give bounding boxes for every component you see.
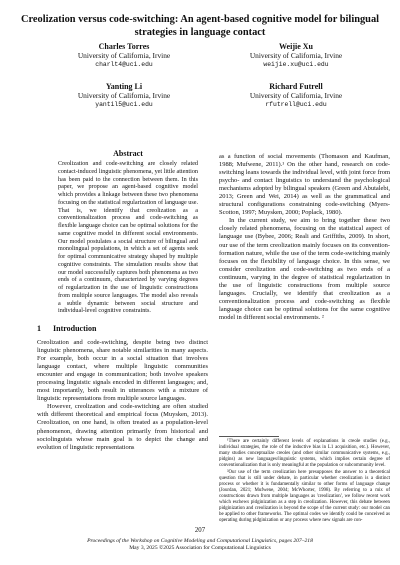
author-name: Charles Torres	[98, 42, 150, 51]
body-right-column	[219, 153, 390, 322]
author-affiliation: University of California, Irvine	[249, 51, 343, 61]
section-number: 1	[37, 324, 41, 333]
abstract-heading: Abstract	[113, 149, 143, 158]
paragraph: Creolization and code-switching, despite being two distinct linguistic phenomena, share notable similarities in many aspects. For example, both occur in a social situation that involves language contact, where multiple linguistic communities encounter and engage in communication; both involve speakers processing linguistic signals encoded in different languages; and, most importantly, both result in utterances with a mixture of linguistic representations from multiple source languages.	[37, 339, 208, 403]
body-left-column	[37, 339, 208, 452]
author-block	[64, 82, 184, 109]
footnote-divider	[219, 436, 279, 437]
author-block	[236, 42, 356, 69]
author-affiliation: University of California, Irvine	[77, 91, 171, 101]
paper-title: Creolization versus code-switching: An agent-based cognitive model for bilingual strategies in language contact	[20, 14, 380, 38]
author-email: yantil5@uci.edu	[95, 101, 153, 109]
author-affiliation: University of California, Irvine	[249, 91, 343, 101]
paragraph: as a function of social movements (Thomason and Kaufman, 1988; Mufwene, 2011).¹ On the other hand, research on code-switching leans towards the individual level, with joint force from psycho- and contact linguistics to understand the psychological mechanisms adopted by bilingual speakers (Green and Abutalebi, 2013; Green and Wei, 2014) as well as the grammatical and structural configurations constraining code-switching (Myers-Scotton, 1997; Muysken, 2000; Poplack, 1980).	[219, 153, 390, 217]
author-block	[236, 82, 356, 109]
paragraph: However, creolization and code-switching are often studied with different theoretical and empirical focus (Muysken, 2013). Creolization, on one hand, is often treated as a population-level phenomenon, drawing attention primarily from historical and sociolinguists whose main goal is to depict the change and evolution of linguistic representations	[37, 403, 208, 451]
author-name: Richard Futrell	[269, 82, 323, 91]
abstract-text: Creolization and code-switching are closely related contact-induced linguistic phenomena, yet little attention has been paid to the connection between them. In this paper, we propose an agent-based cognitive model which provides a linkage between these two phenomena focusing on the statistical regularization of language use. That is, we identify that creolization as a conventionalization process and code-switching as flexible language choice can be optimal solutions for the same cognitive model in different social environments. Our model postulates a social structure of bilingual and monolingual populations, in which a set of agents seek for optimal communicative strategy shaped by multiple cognitive constraints. The simulation results show that our model successfully captures both phenomena as two ends of a continuum, characterized by varying degrees of regularization in the use of linguistic constructions from multiple source languages. The model also reveals a subtle dynamic between social structure and individual-level cognitive constraints.	[58, 161, 198, 315]
author-email: charlt4@uci.edu	[95, 61, 153, 69]
footnotes	[219, 439, 390, 524]
author-block	[64, 42, 184, 69]
proceedings-line: Proceedings of the Workshop on Cognitive Modeling and Computational Linguistics, pages 207–218	[87, 538, 313, 544]
author-affiliation: University of California, Irvine	[77, 51, 171, 61]
paragraph: In the current study, we aim to bring together these two closely related phenomena, focusing on the statistical aspect of language use (Bybee, 2006; Reali and Griffiths, 2009). In short, our use of the term creolization mainly focuses on its convention-formation nature, while the use of the term code-switching mainly focuses on the flexibility of language choice. In this sense, we consider creolization and code-switching as two ends of a continuum, varying in the degree of statistical regularization in the use of linguistic constructions from multiple source languages. Crucially, we identify that creolization as a conventionalization process and code-switching as flexible language choice can be optimal solutions for the same cognitive model in different social environments. ²	[219, 217, 390, 321]
section-heading	[37, 324, 207, 333]
page-number: 207	[194, 527, 206, 534]
author-email: rfutrell@uci.edu	[265, 101, 327, 109]
author-name: Weijie Xu	[279, 42, 313, 51]
proceedings-footer	[20, 538, 380, 552]
footnote: ¹There are certainly different levels of explanations in creole studies (e.g., individual strategies, the role of the inductive bias in L1 acquisition, etc.). However, many studies conceptualize creoles (and other similar communicative systems, e.g., pidgins) as new languages/linguistic systems, which implies certain degree of conventionalization that is only meaningful at the population or subcommunity level.	[219, 439, 390, 468]
author-name: Yanting Li	[105, 82, 143, 91]
proceedings-copyright: May 3, 2025 ©2025 Association for Computational Linguistics	[129, 544, 271, 551]
footnote: ²Our use of the term creolization here presupposes the answer to a theoretical question that is still under debate, in particular whether creolization is a distinct process or whether it is fundamentally similar to other forms of language change (Jourdan, 2021; Mufwene, 2004; McWhorter, 1998). By referring to a mix of constructions drawn from multiple languages as 'creolization', we follow recent work which eschews pidginization as a step in creolization. However, this debate between pidginization and creolization is beyond the scope of the current study: our model can be applied to other frameworks. The optimal codes we identify could be conceived as operating during pidginization or any process where new signals are con-	[219, 470, 390, 523]
section-title-text: Introduction	[53, 324, 97, 333]
author-email: weijie.xu@uci.edu	[263, 61, 329, 69]
